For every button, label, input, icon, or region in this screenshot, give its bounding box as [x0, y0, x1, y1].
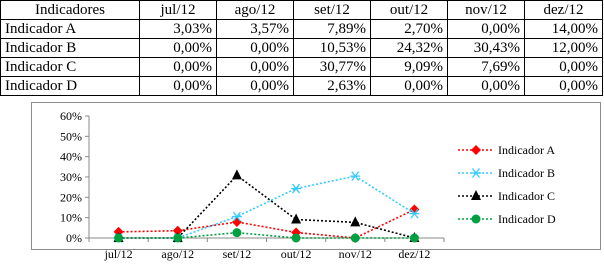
table-row	[1, 58, 603, 77]
table-cell: 0,00%	[525, 77, 603, 96]
table-row	[1, 77, 603, 96]
data-point	[114, 234, 123, 243]
data-point	[232, 217, 242, 227]
header-month: ago/12	[217, 1, 294, 20]
table-cell: 0,00%	[371, 77, 448, 96]
legend-marker	[471, 169, 481, 178]
table-cell: 7,69%	[448, 58, 525, 77]
y-tick-label: 10%	[60, 210, 82, 225]
table-cell: 0,00%	[140, 58, 217, 77]
series-line	[119, 233, 415, 238]
table-cell: 0,00%	[448, 20, 525, 39]
table-row	[1, 39, 603, 58]
table-cell: 2,70%	[371, 20, 448, 39]
y-tick-label: 40%	[60, 149, 82, 164]
table-cell: 0,00%	[525, 58, 603, 77]
y-tick-label: 50%	[60, 129, 82, 144]
table-cell: 0,00%	[217, 77, 294, 96]
legend-label: Indicador D	[498, 212, 556, 226]
table-cell: 0,00%	[217, 39, 294, 58]
header-month: out/12	[371, 1, 448, 20]
x-tick-label: dez/12	[398, 247, 431, 261]
x-tick-label: jul/12	[104, 247, 133, 261]
table-cell: 0,00%	[217, 58, 294, 77]
x-tick-label: set/12	[222, 247, 252, 261]
header-month: jul/12	[140, 1, 217, 20]
data-point	[291, 184, 301, 193]
x-tick-label: out/12	[280, 247, 312, 261]
table-header-row	[1, 1, 603, 20]
y-tick-label: 60%	[60, 109, 82, 123]
legend-label: Indicador A	[498, 143, 555, 157]
header-month: nov/12	[448, 1, 525, 20]
y-tick-label: 20%	[60, 190, 82, 205]
data-point	[350, 216, 360, 226]
y-tick-label: 30%	[60, 170, 82, 184]
table-cell: 0,00%	[140, 77, 217, 96]
table-cell: 3,03%	[140, 20, 217, 39]
header-indicadores: Indicadores	[1, 1, 140, 20]
table-cell: 30,77%	[294, 58, 371, 77]
table-cell: 12,00%	[525, 39, 603, 58]
indicators-table	[0, 0, 603, 96]
legend-label: Indicador B	[498, 166, 555, 180]
table-cell: 14,00%	[525, 20, 603, 39]
row-label: Indicador B	[1, 39, 140, 58]
table-cell: 9,09%	[371, 58, 448, 77]
row-label: Indicador A	[1, 20, 140, 39]
table-row	[1, 20, 603, 39]
data-point	[232, 228, 241, 237]
legend-marker	[471, 145, 481, 155]
table-cell: 10,53%	[294, 39, 371, 58]
legend-marker	[472, 215, 481, 224]
table-cell: 24,32%	[371, 39, 448, 58]
x-tick-label: nov/12	[338, 247, 372, 261]
table-cell: 3,57%	[217, 20, 294, 39]
table-cell: 30,43%	[448, 39, 525, 58]
legend-label: Indicador C	[498, 189, 555, 203]
table-cell: 2,63%	[294, 77, 371, 96]
table-cell: 0,00%	[140, 39, 217, 58]
row-label: Indicador D	[1, 77, 140, 96]
x-tick-label: ago/12	[161, 247, 195, 261]
series-line	[119, 210, 415, 238]
data-point	[232, 169, 242, 179]
header-month: set/12	[294, 1, 371, 20]
data-point	[351, 234, 360, 243]
legend-marker	[471, 190, 481, 200]
data-point	[410, 234, 419, 243]
y-tick-label: 0%	[66, 231, 82, 245]
chart-svg	[0, 102, 604, 280]
line-chart	[0, 102, 604, 280]
header-month: dez/12	[525, 1, 603, 20]
data-point	[291, 214, 301, 224]
data-point	[292, 234, 301, 243]
table-cell: 7,89%	[294, 20, 371, 39]
table-cell: 0,00%	[448, 77, 525, 96]
row-label: Indicador C	[1, 58, 140, 77]
data-point	[173, 234, 182, 243]
series-line	[119, 176, 415, 238]
